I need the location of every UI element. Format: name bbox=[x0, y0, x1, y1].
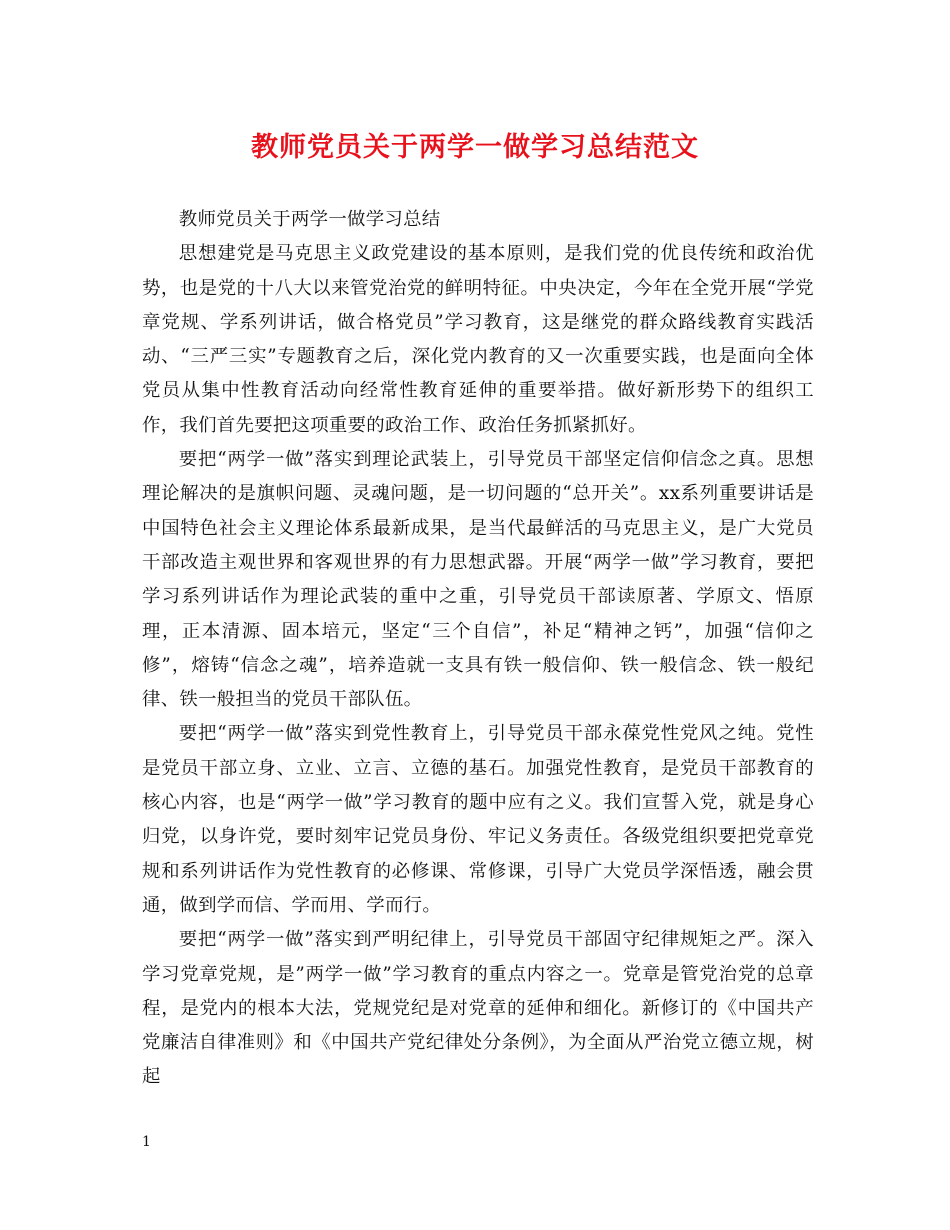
paragraph-4: 要把“两学一做”落实到严明纪律上，引导党员干部固守纪律规矩之严。深入学习党章党规，是”两学一做”学习教育的重点内容之一。党章是管党治党的总章程，是党内的根本大法，党规党纪是对党章的延伸和细化。新修订的《中国共产党廉洁自律准则》和《中国共产党纪律处分条例》，为全面从严治党立德立规，树起 bbox=[142, 929, 814, 1088]
document-body bbox=[142, 203, 814, 1095]
paragraph-2: 要把“两学一做”落实到理论武装上，引导党员干部坚定信仰信念之真。思想理论解决的是旗帜问题、灵魂问题，是一切问题的“总开关”。xx系列重要讲话是中国特色社会主义理论体系最新成果，是当代最鲜活的马克思主义，是广大党员干部改造主观世界和客观世界的有力思想武器。开展“两学一做”学习教育，要把学习系列讲话作为理论武装的重中之重，引导党员干部读原著、学原文、悟原理，正本清源、固本培元，坚定“三个自信”，补足“精神之钙”，加强“信仰之修”，熔铸“信念之魂”，培养造就一支具有铁一般信仰、铁一般信念、铁一般纪律、铁一般担当的党员干部队伍。 bbox=[142, 449, 814, 711]
paragraph-1: 思想建党是马克思主义政党建设的基本原则，是我们党的优良传统和政治优势，也是党的十八大以来管党治党的鲜明特征。中央决定，今年在全党开展“学党章党规、学系列讲话，做合格党员”学习教育，这是继党的群众路线教育实践活动、“三严三实”专题教育之后，深化党内教育的又一次重要实践，也是面向全体党员从集中性教育活动向经常性教育延伸的重要举措。做好新形势下的组织工作，我们首先要把这项重要的政治工作、政治任务抓紧抓好。 bbox=[142, 243, 814, 436]
document-title: 教师党员关于两学一做学习总结范文 bbox=[251, 132, 699, 163]
paragraph-subtitle: 教师党员关于两学一做学习总结 bbox=[178, 209, 441, 230]
paragraph-3: 要把“两学一做”落实到党性教育上，引导党员干部永葆党性党风之纯。党性是党员干部立身、立业、立言、立德的基石。加强党性教育，是党员干部教育的核心内容，也是“两学一做”学习教育的题中应有之义。我们宣誓入党，就是身心归党，以身许党，要时刻牢记党员身份、牢记义务责任。各级党组织要把党章党规和系列讲话作为党性教育的必修课、常修课，引导广大党员学深悟透，融会贯通，做到学而信、学而用、学而行。 bbox=[142, 723, 814, 916]
page-number: 1 bbox=[142, 1134, 151, 1150]
